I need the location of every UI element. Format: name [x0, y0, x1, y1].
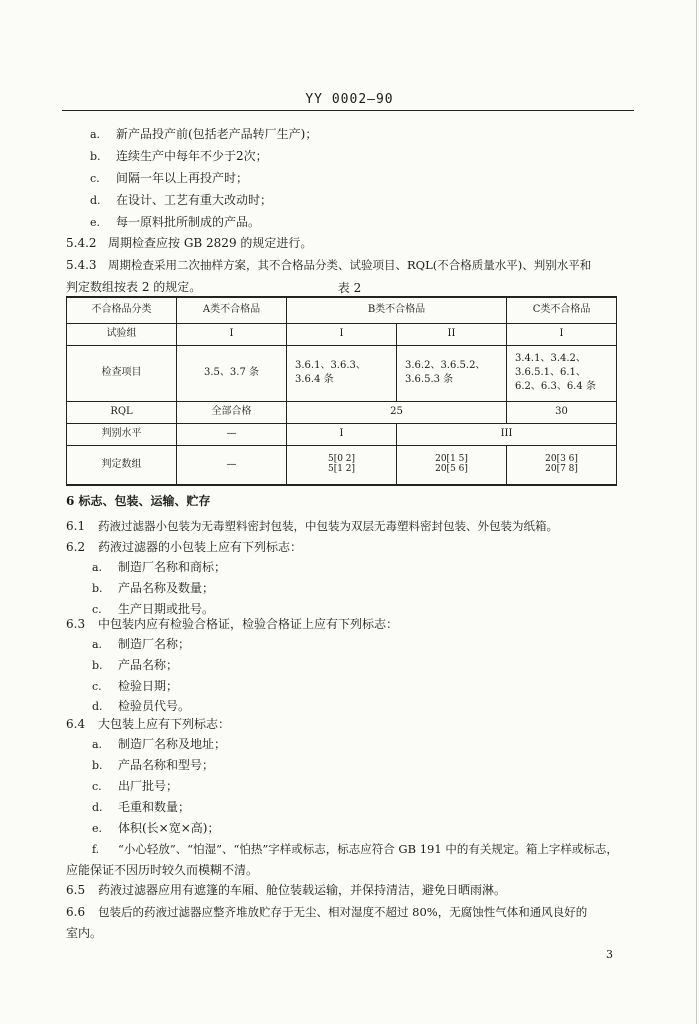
- header-cell: 不合格品分类: [67, 297, 177, 323]
- table-row: [67, 323, 617, 345]
- cell-line: 3.6.4 条: [295, 374, 334, 385]
- ac-re: 1 2: [337, 463, 352, 474]
- decision-matrix: 20[3 6] 20[7 8]: [545, 453, 578, 474]
- clause-number: 6.1: [66, 519, 86, 533]
- list-item: 在设计、工艺有重大改动时；: [116, 193, 273, 207]
- table-cell: 25: [287, 401, 507, 423]
- clause-text: 周期检查采用二次抽样方案，其不合格品分类、试验项目、RQL(不合格质量水平)、判别水平和: [108, 258, 592, 272]
- table-header-row: [67, 297, 617, 323]
- table-cell: 30: [507, 401, 617, 423]
- clause-text: 大包装上应有下列标志：: [98, 717, 231, 731]
- list-label: c.: [92, 680, 102, 693]
- clause-text-cont: 室内。: [66, 926, 103, 940]
- row-label: 判定数组: [67, 445, 177, 485]
- decision-matrix: 5[0 2] 5[1 2]: [327, 453, 356, 474]
- row-label: 检查项目: [67, 345, 177, 401]
- sample-size: 20: [435, 463, 447, 474]
- sample-size: 5: [327, 453, 334, 464]
- table-row: [67, 445, 617, 485]
- list-item: 每一原料批所制成的产品。: [116, 215, 261, 229]
- cell-line: 3.6.5.1、6.1、: [515, 367, 586, 378]
- table-cell: [507, 445, 617, 485]
- list-label: e.: [90, 216, 101, 229]
- list-item: 检验员代号。: [118, 699, 191, 713]
- clause-text: 药液过滤器应用有遮篷的车厢、舱位装载运输，并保持清洁，避免日晒雨淋。: [98, 883, 507, 897]
- list-item: 制造厂名称及地址；: [118, 737, 227, 751]
- list-item: 制造厂名称；: [118, 637, 191, 651]
- list-label: a.: [92, 561, 103, 574]
- clause-text: 中包装内应有检验合格证，检验合格证上应有下列标志：: [98, 617, 399, 631]
- decision-matrix: 20[1 5] 20[5 6]: [435, 453, 468, 474]
- table-row: [67, 423, 617, 445]
- list-label: a.: [92, 738, 103, 751]
- list-item: 毛重和数量；: [118, 800, 191, 814]
- list-label: c.: [92, 603, 102, 616]
- clause-number: 5.4.3: [66, 258, 97, 272]
- list-item: 产品名称及数量；: [118, 581, 215, 595]
- list-item: 体积(长×宽×高)；: [118, 821, 220, 835]
- list-item: 检验日期；: [118, 679, 179, 693]
- clause-text: 包装后的药液过滤器应整齐堆放贮存于无尘、相对湿度不超过 80%，无腐蚀性气体和通风良好的: [98, 905, 588, 919]
- list-item: 连续生产中每年不少于2次；: [116, 149, 268, 163]
- list-label: b.: [92, 582, 103, 595]
- sample-size: 5: [327, 463, 334, 474]
- header-rule: [62, 110, 634, 111]
- row-label: RQL: [67, 401, 177, 423]
- ac-re: 7 8: [560, 463, 575, 474]
- cell-line: 3.6.1、3.6.3、: [295, 360, 366, 371]
- table-cell: III: [397, 423, 617, 445]
- list-label: b.: [90, 150, 101, 163]
- cell-line: 6.2、6.3、6.4 条: [515, 381, 596, 392]
- header-cell: B类不合格品: [287, 297, 507, 323]
- ac-re: 3 6: [560, 453, 575, 464]
- row-label: 试验组: [67, 323, 177, 345]
- list-item: 产品名称和型号；: [118, 758, 215, 772]
- table-cell: I: [287, 323, 397, 345]
- sample-size: 20: [435, 453, 447, 464]
- list-item: 生产日期或批号。: [118, 602, 215, 616]
- list-item-cont: 应能保证不因历时较久而模糊不清。: [66, 863, 259, 877]
- ac-re: 1 5: [450, 453, 465, 464]
- list-item: 制造厂名称和商标；: [118, 560, 227, 574]
- cell-line: 3.6.2、3.6.5.2、: [405, 360, 486, 371]
- table-cell: —: [177, 423, 287, 445]
- table-cell: 全部合格: [177, 401, 287, 423]
- table-cell: [397, 345, 507, 401]
- ac-re: 0 2: [337, 453, 352, 464]
- page-edge: [696, 0, 697, 1024]
- table-row: [67, 401, 617, 423]
- list-label: a.: [90, 128, 101, 141]
- list-item: 新产品投产前(包括老产品转厂生产)；: [116, 127, 318, 141]
- page-header: YY 0002—90: [305, 92, 394, 107]
- table-caption: 表 2: [337, 281, 362, 295]
- header-cell: A类不合格品: [177, 297, 287, 323]
- table-cell: I: [507, 323, 617, 345]
- cell-line: 3.6.5.3 条: [405, 374, 454, 385]
- page-number: 3: [606, 948, 613, 961]
- table-cell: —: [177, 445, 287, 485]
- list-item: 间隔一年以上再投产时；: [116, 171, 249, 185]
- ac-re: 5 6: [450, 463, 465, 474]
- clause-number: 5.4.2: [66, 236, 97, 250]
- list-label: c.: [92, 780, 102, 793]
- table-row: [67, 345, 617, 401]
- table-cell: I: [287, 423, 397, 445]
- list-label: d.: [90, 194, 101, 207]
- list-label: d.: [92, 801, 103, 814]
- table-cell: II: [397, 323, 507, 345]
- clause-number: 6.3: [66, 617, 86, 631]
- cell-line: 3.4.1、3.4.2、: [515, 353, 586, 364]
- list-label: c.: [90, 172, 100, 185]
- clause-number: 6.6: [66, 905, 86, 919]
- table-cell: [507, 345, 617, 401]
- clause-number: 6.2: [66, 540, 86, 554]
- list-item: 产品名称；: [118, 658, 179, 672]
- table-cell: [397, 445, 507, 485]
- section-heading: 6 标志、包装、运输、贮存: [66, 494, 211, 508]
- list-label: b.: [92, 659, 103, 672]
- clause-text: 药液过滤器的小包装上应有下列标志：: [98, 540, 303, 554]
- table-cell: [287, 345, 397, 401]
- sample-size: 20: [545, 463, 557, 474]
- sample-size: 20: [545, 453, 557, 464]
- list-label: d.: [92, 700, 103, 713]
- list-item: 出厂批号；: [118, 779, 179, 793]
- row-label: 判别水平: [67, 423, 177, 445]
- clause-number: 6.4: [66, 717, 86, 731]
- clause-text: 药液过滤器小包装为无毒塑料密封包装，中包装为双层无毒塑料密封包装、外包装为纸箱。: [98, 519, 558, 533]
- list-label: a.: [92, 638, 103, 651]
- table-cell: [287, 445, 397, 485]
- header-cell: C类不合格品: [507, 297, 617, 323]
- list-label: e.: [92, 822, 103, 835]
- list-label: b.: [92, 759, 103, 772]
- clause-text-cont: 判定数组按表 2 的规定。: [66, 280, 202, 294]
- table-cell: 3.5、3.7 条: [177, 345, 287, 401]
- clause-number: 6.5: [66, 883, 86, 897]
- list-item: “小心轻放”、“怕湿”、“怕热”字样或标志，标志应符合 GB 191 中的有关规定。箱上字样或标志，: [118, 842, 618, 856]
- table-2: [66, 296, 617, 486]
- table-cell: I: [177, 323, 287, 345]
- clause-text: 周期检查应按 GB 2829 的规定进行。: [108, 236, 313, 250]
- list-label: f.: [92, 843, 100, 856]
